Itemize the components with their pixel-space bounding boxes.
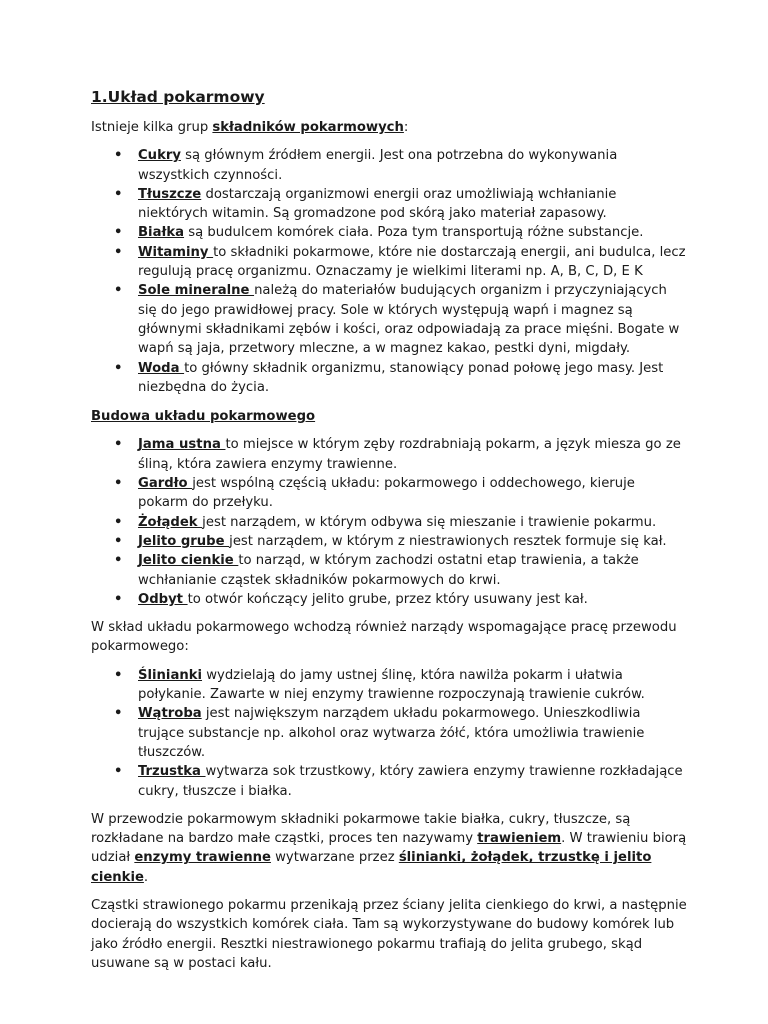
list-item (138, 762, 688, 801)
item-term: Ślinianki (138, 667, 203, 683)
digestion-text: W przewodzie pokarmowym składniki pokarmowe takie białka, cukry, tłuszcze, są rozkładane na bardzo małe cząstki, proces ten nazywamy (91, 811, 631, 847)
item-term: Białka (138, 225, 185, 241)
item-term: Jelito cienkie (138, 553, 239, 569)
digestion-paragraph (91, 810, 688, 887)
list-item (138, 704, 688, 762)
list-item (138, 435, 688, 474)
item-term: Wątroba (138, 706, 202, 722)
list-item (138, 281, 688, 358)
item-text: to główny składnik organizmu, stanowiący ponad połowę jego masy. Jest niezbędna do życia. (138, 360, 664, 395)
item-text: jest narządem, w którym z niestrawionych resztek formuje się kał. (229, 533, 667, 549)
item-term: Odbyt (138, 591, 188, 607)
item-term: Tłuszcze (138, 186, 202, 202)
absorption-paragraph: Cząstki strawionego pokarmu przenikają przez ściany jelita cienkiego do krwi, a następnie docierają do wszystkich komórek ciała. Tam są wykorzystywane do budowy komórek lub jako źródło energii. Resztki niestrawionego pokarmu trafiają do jelita grubego, skąd usuwane są w postaci kału. (91, 897, 687, 971)
item-term: Witaminy (138, 244, 214, 260)
helpers-intro: W skład układu pokarmowego wchodzą również narządy wspomagające pracę przewodu pokarmowego: (91, 620, 677, 655)
item-text: wytwarza sok trzustkowy, który zawiera enzymy trawienne rozkładające cukry, tłuszcze i białka. (138, 764, 683, 799)
list-item (138, 551, 688, 590)
item-term: Żołądek (138, 514, 203, 530)
digestion-text: wytwarzane przez (270, 850, 399, 866)
list-item (138, 666, 688, 705)
intro-colon: : (403, 120, 409, 135)
item-text: są głównym źródłem energii. Jest ona potrzebna do wykonywania wszystkich czynności. (138, 148, 618, 183)
item-text: to składniki pokarmowe, które nie dostarczają energii, ani budulca, lecz regulują pracę organizmu. Oznaczamy je wielkimi literami np. A, B, C, D, E K (138, 244, 686, 280)
item-term: Jelito grube (138, 533, 230, 549)
list-item (138, 223, 688, 242)
intro-term: składników pokarmowych (212, 120, 404, 135)
digestion-term: ślinianki, żołądek, trzustkę i jelito cienkie (91, 850, 652, 885)
item-term: Sole mineralne (138, 283, 255, 299)
helpers-list (91, 666, 688, 801)
item-text: to otwór kończący jelito grube, przez który usuwany jest kał. (187, 591, 588, 607)
item-text: dostarczają organizmowi energii oraz umożliwiają wchłanianie niektórych witamin. Są gromadzone pod skórą jako materiał zapasowy. (138, 186, 617, 222)
digestion-term: trawieniem (477, 831, 562, 847)
list-item (138, 590, 688, 609)
item-term: Trzustka (138, 764, 206, 780)
item-term: Woda (138, 360, 185, 376)
item-term: Jama ustna (138, 437, 226, 453)
item-term: Gardło (138, 476, 193, 492)
intro-text: Istnieje kilka grup (91, 120, 213, 135)
item-text: jest narządem, w którym odbywa się mieszanie i trawienie pokarmu. (202, 514, 657, 530)
nutrients-list (91, 146, 688, 397)
page-title: 1.Układ pokarmowy (91, 88, 265, 106)
list-item (138, 474, 688, 513)
list-item (138, 513, 688, 532)
digestion-text: . W trawieniu biorą udział (91, 831, 687, 866)
item-text: to narząd, w którym zachodzi ostatni etap trawienia, a także wchłanianie cząstek składników pokarmowych do krwi. (138, 553, 639, 588)
item-text: jest największym narządem układu pokarmowego. Unieszkodliwia trujące substancje np. alkohol oraz wytwarza żółć, która umożliwia trawienie tłuszczów. (138, 706, 645, 760)
item-text: należą do materiałów budujących organizm i przyczyniających się do jego prawidłowej pracy. Sole w których występują wapń i magnez są głównymi składnikami zębów i kości, oraz odpowiadają za prace mięśni. Bogate w wapń są jaja, przetwory mleczne, a w magnez kakao, pestki dyni, migdały. (138, 283, 680, 357)
organs-list (91, 435, 688, 609)
item-text: wydzielają do jamy ustnej ślinę, która nawilża pokarm i ułatwia połykanie. Zawarte w niej enzymy trawienne rozpoczynają trawienie cukrów. (138, 667, 645, 703)
list-item (138, 532, 688, 551)
digestion-term: enzymy trawienne (134, 850, 271, 866)
digestion-text: . (143, 869, 149, 885)
list-item (138, 146, 688, 185)
list-item (138, 359, 688, 398)
item-text: jest wspólną częścią układu: pokarmowego i oddechowego, kieruje pokarm do przełyku. (138, 476, 635, 511)
list-item (138, 243, 688, 282)
list-item (138, 185, 688, 224)
item-term: Cukry (138, 148, 181, 164)
structure-heading: Budowa układu pokarmowego (91, 409, 316, 425)
intro-paragraph (91, 118, 688, 137)
item-text: to miejsce w którym zęby rozdrabniają pokarm, a język miesza go ze śliną, która zawiera enzymy trawienne. (138, 437, 681, 472)
item-text: są budulcem komórek ciała. Poza tym transportują różne substancje. (184, 225, 644, 241)
